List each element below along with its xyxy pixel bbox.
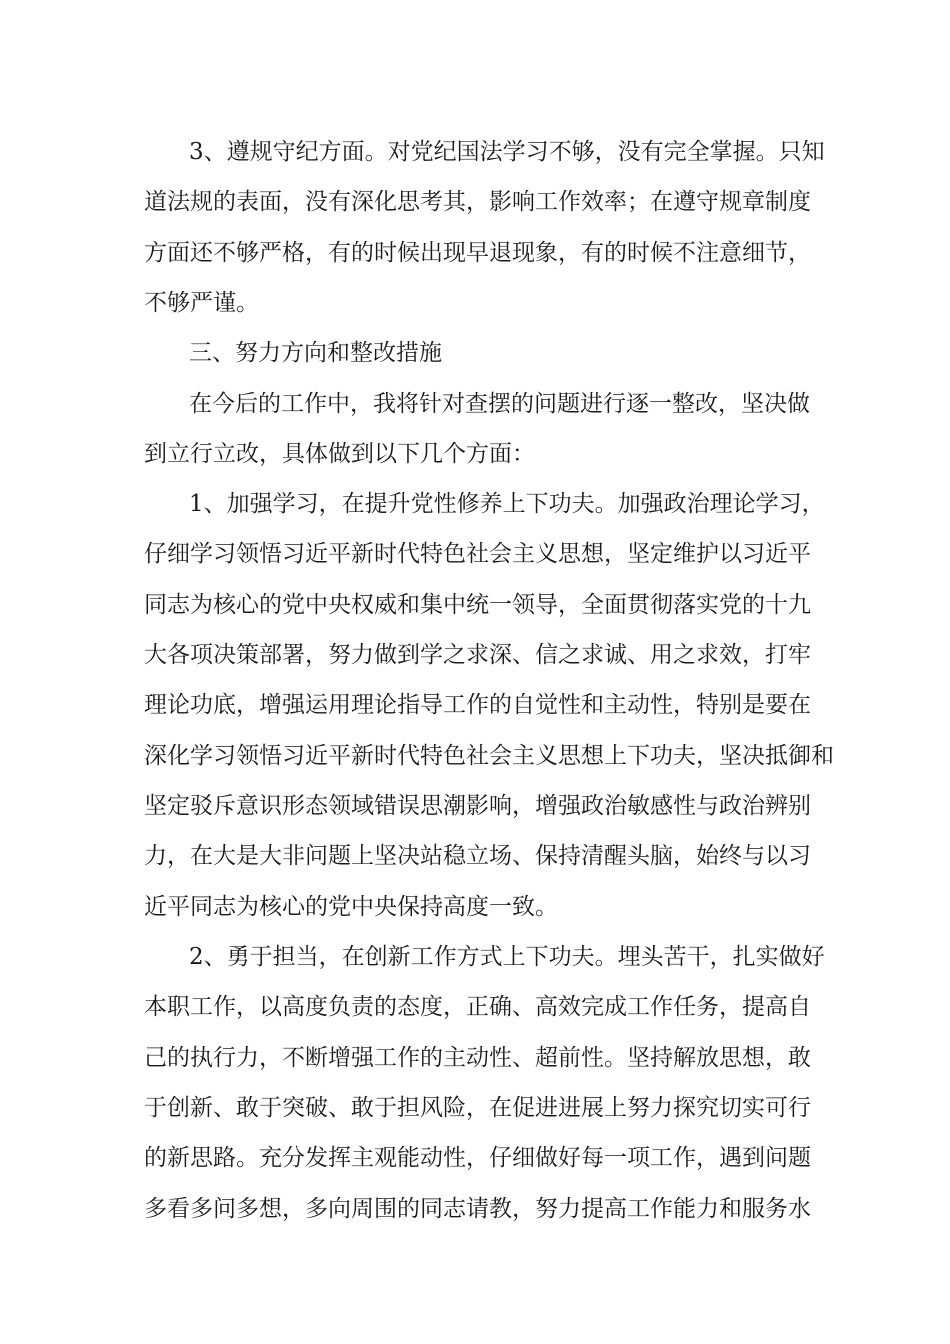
paragraph-line bbox=[0, 177, 950, 227]
paragraph-line bbox=[0, 580, 950, 630]
text-line: 道法规的表面，没有深化思考其，影响工作效率；在遵守规章制度 bbox=[144, 189, 811, 215]
text-line: 大各项决策部署，努力做到学之求深、信之求诚、用之求效，打牢 bbox=[144, 642, 811, 668]
text-line: 坚定驳斥意识形态领域错误思潮影响，增强政治敏感性与政治辨别 bbox=[144, 793, 811, 819]
text-line: 于创新、敢于突破、敢于担风险，在促进进展上努力探究切实可行 bbox=[144, 1095, 811, 1121]
text-line: 理论功底，增强运用理论指导工作的自觉性和主动性，特别是要在 bbox=[144, 692, 811, 718]
paragraph-line bbox=[0, 529, 950, 579]
paragraph-line bbox=[0, 731, 950, 781]
text-line: 力，在大是大非问题上坚决站稳立场、保持清醒头脑，始终与以习 bbox=[144, 843, 811, 869]
text-line: 3、遵规守纪方面。对党纪国法学习不够，没有完全掌握。只知 bbox=[189, 139, 825, 165]
text-line: 同志为核心的党中央权威和集中统一领导，全面贯彻落实党的十九 bbox=[144, 592, 811, 618]
text-line: 不够严谨。 bbox=[144, 290, 259, 316]
text-line: 本职工作，以高度负责的态度，正确、高效完成工作任务，提高自 bbox=[144, 994, 811, 1020]
paragraph-line bbox=[0, 882, 950, 932]
text-line: 己的执行力，不断增强工作的主动性、超前性。坚持解放思想，敢 bbox=[144, 1045, 811, 1071]
text-line: 1、加强学习，在提升党性修养上下功夫。加强政治理论学习， bbox=[189, 491, 825, 517]
text-line: 的新思路。充分发挥主观能动性，仔细做好每一项工作，遇到问题 bbox=[144, 1145, 811, 1171]
text-line: 在今后的工作中，我将针对查摆的问题进行逐一整改，坚决做 bbox=[189, 391, 810, 417]
paragraph-line bbox=[0, 1133, 950, 1183]
paragraph-line bbox=[0, 429, 950, 479]
text-line: 近平同志为核心的党中央保持高度一致。 bbox=[144, 894, 558, 920]
paragraph-line bbox=[0, 781, 950, 831]
text-line: 仔细学习领悟习近平新时代特色社会主义思想，坚定维护以习近平 bbox=[144, 541, 811, 567]
paragraph-line bbox=[0, 630, 950, 680]
text-line: 到立行立改，具体做到以下几个方面： bbox=[144, 441, 535, 467]
paragraph-line bbox=[0, 831, 950, 881]
paragraph-line bbox=[0, 932, 950, 982]
text-line: 2、勇于担当，在创新工作方式上下功夫。埋头苦干，扎实做好 bbox=[189, 944, 825, 970]
paragraph-line bbox=[0, 479, 950, 529]
paragraph-line bbox=[0, 680, 950, 730]
paragraph-line bbox=[0, 1033, 950, 1083]
paragraph-line bbox=[0, 379, 950, 429]
paragraph-line bbox=[0, 1184, 950, 1234]
text-line: 深化学习领悟习近平新时代特色社会主义思想上下功夫，坚决抵御和 bbox=[144, 743, 834, 769]
paragraph-line bbox=[0, 127, 950, 177]
paragraph-line bbox=[0, 228, 950, 278]
paragraph-line bbox=[0, 1083, 950, 1133]
section-heading bbox=[0, 328, 950, 378]
paragraph-line bbox=[0, 982, 950, 1032]
heading-text: 三、努力方向和整改措施 bbox=[189, 340, 442, 366]
paragraph-line bbox=[0, 278, 950, 328]
text-line: 方面还不够严格，有的时候出现早退现象，有的时候不注意细节， bbox=[144, 240, 811, 266]
text-line: 多看多问多想，多向周围的同志请教，努力提高工作能力和服务水 bbox=[144, 1196, 811, 1222]
